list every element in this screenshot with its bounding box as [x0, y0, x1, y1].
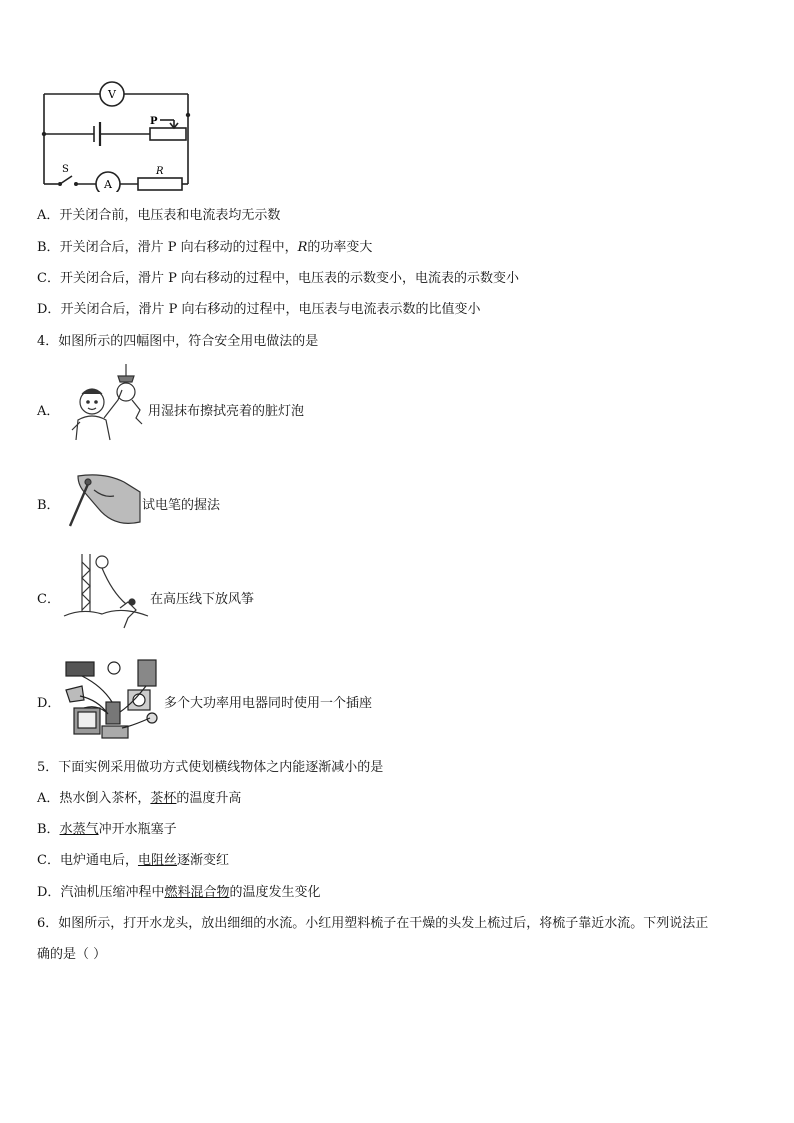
- kite-under-power-line-illustration: [62, 552, 150, 632]
- q3-option-b-pre: 开关闭合后，滑片 P 向右移动的过程中，: [59, 240, 298, 255]
- q4-option-d-caption: 多个大功率用电器同时使用一个插座: [164, 696, 373, 711]
- q3-option-a-label: A．: [37, 208, 60, 223]
- q5-option-a-label: A．: [37, 791, 60, 806]
- q4-option-c-caption: 在高压线下放风筝: [150, 592, 255, 607]
- q5-option-a-post: 的温度升高: [176, 791, 242, 806]
- q5-option-c: [37, 852, 229, 870]
- q3-option-b: [37, 239, 372, 257]
- voltmeter-label: V: [108, 88, 116, 101]
- q5-option-b: [37, 821, 177, 839]
- q5-option-c-label: C．: [37, 853, 60, 868]
- switch-label: S: [62, 164, 69, 175]
- q3-option-b-label: B．: [37, 240, 60, 255]
- q3-option-a-text: 开关闭合前，电压表和电流表均无示数: [59, 208, 281, 223]
- q5-option-b-underlined: 水蒸气: [59, 822, 99, 837]
- wiping-bulb-illustration: [66, 362, 148, 442]
- q3-option-c: [37, 270, 519, 288]
- q4-option-c-label: C．: [37, 592, 60, 607]
- slider-label: P: [150, 116, 158, 127]
- q5-option-a-underlined: 茶杯: [150, 791, 177, 806]
- q3-option-b-var: R: [297, 240, 308, 255]
- q5-option-d-label: D．: [37, 885, 61, 900]
- q3-option-d-label: D．: [37, 302, 61, 317]
- q5-option-d-post: 的温度发生变化: [229, 885, 321, 900]
- q5-stem: 5．下面实例采用做功方式使划横线物体之内能逐渐减小的是: [37, 760, 384, 775]
- q5-option-d-underlined: 燃料混合物: [164, 885, 230, 900]
- q3-option-d-text: 开关闭合后，滑片 P 向右移动的过程中，电压表与电流表示数的比值变小: [60, 302, 481, 317]
- q5-option-a-pre: 热水倒入茶杯，: [59, 791, 151, 806]
- q5-option-b-post: 冲开水瓶塞子: [98, 822, 177, 837]
- ammeter-label: A: [104, 178, 112, 191]
- q4-option-b-label: B．: [37, 498, 60, 513]
- q5-option-d-pre: 汽油机压缩冲程中: [60, 885, 165, 900]
- q3-option-a: [37, 207, 280, 225]
- q6-stem-line-1: 6．如图所示，打开水龙头，放出细细的水流。小红用塑料梳子在干燥的头发上梳过后，将梳子靠近水流。下列说法正: [37, 916, 709, 931]
- q5-option-c-pre: 电炉通电后，: [59, 853, 138, 868]
- circuit-diagram: [38, 80, 198, 192]
- q3-option-c-text: 开关闭合后，滑片 P 向右移动的过程中，电压表的示数变小，电流表的示数变小: [59, 271, 519, 286]
- q5-option-a: [37, 790, 241, 808]
- q3-option-d: [37, 301, 480, 319]
- q5-option-c-post: 逐渐变红: [176, 853, 229, 868]
- q6-stem-line-2: 确的是（ ）: [37, 947, 107, 962]
- q4-stem: 4．如图所示的四幅图中，符合安全用电做法的是: [37, 334, 319, 349]
- q5-option-b-label: B．: [37, 822, 60, 837]
- many-appliances-one-socket-illustration: [62, 656, 164, 744]
- q3-option-b-post: 的功率变大: [307, 240, 373, 255]
- resistor-label: R: [156, 166, 164, 177]
- q5-option-d: [37, 884, 320, 902]
- q4-option-a-caption: 用湿抹布擦拭亮着的脏灯泡: [148, 404, 305, 419]
- test-pen-grip-illustration: [64, 472, 142, 532]
- q3-option-c-label: C．: [37, 271, 60, 286]
- q4-option-a-label: A．: [37, 404, 60, 419]
- q5-option-c-underlined: 电阻丝: [137, 853, 177, 868]
- q4-option-d-label: D．: [37, 696, 61, 711]
- q4-option-b-caption: 试电笔的握法: [142, 498, 221, 513]
